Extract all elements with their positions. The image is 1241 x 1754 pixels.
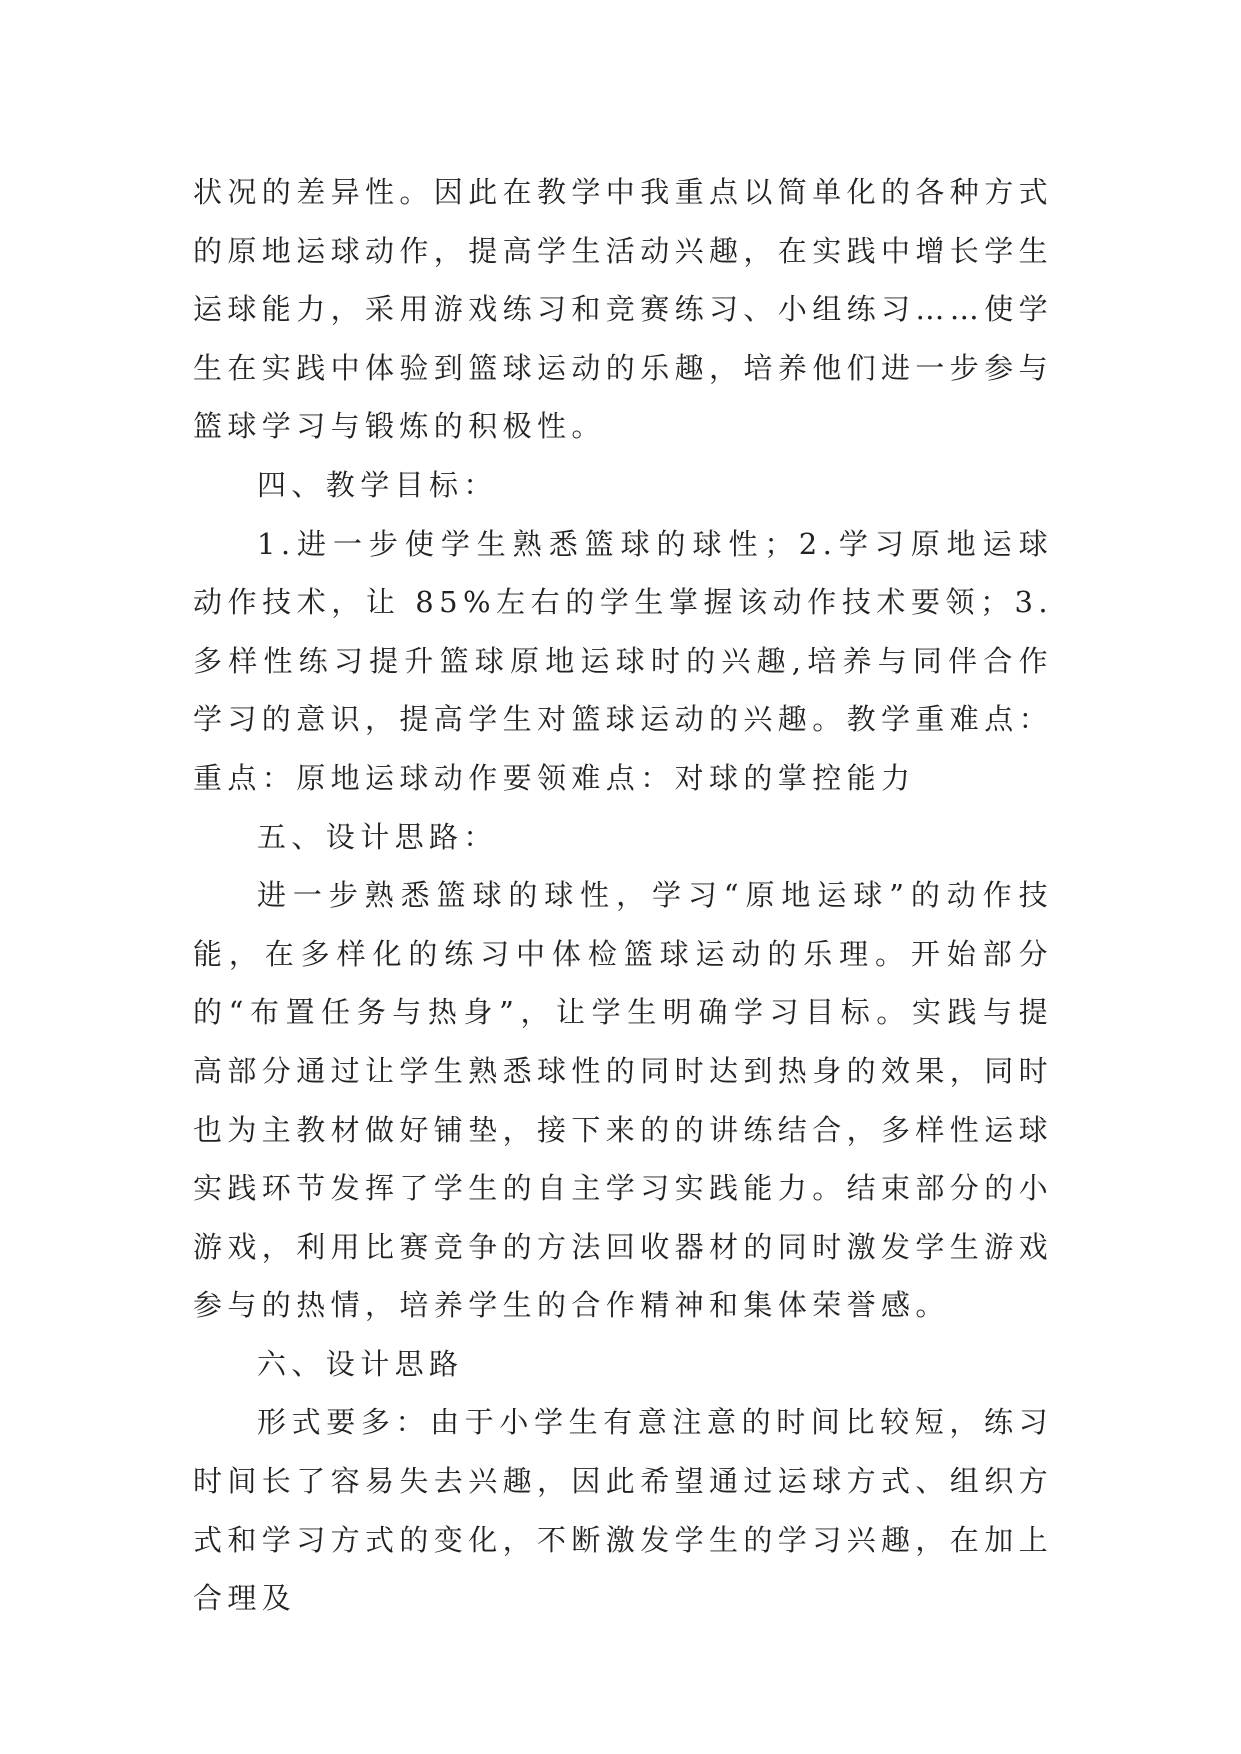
section-heading-design-5: 五、设计思路： xyxy=(257,819,498,854)
section-heading-design-6: 六、设计思路 xyxy=(257,1346,464,1381)
paragraph-design-5: 进一步熟悉篮球的球性，学习“原地运球”的动作技能，在多样化的练习中体检篮球运动的乐理。开始部分的“布置任务与热身”，让学生明确学习目标。实践与提高部分通过让学生熟悉球性的同时达到热身的效果，同时也为主教材做好铺垫，接下来的的讲练结合，多样性运球实践环节发挥了学生的自主学习实践能力。结束部分的小游戏，利用比赛竞争的方法回收器材的同时激发学生游戏参与的热情，培养学生的合作精神和集体荣誉感。 xyxy=(193,878,1054,1323)
paragraph-objectives: 1.进一步使学生熟悉篮球的球性；2.学习原地运球动作技术，让 85%左右的学生掌握该动作技术要领；3.多样性练习提升篮球原地运球时的兴趣,培养与同伴合作学习的意识，提高学生对篮球运动的兴趣。教学重难点：重点：原地运球动作要领难点：对球的掌控能力 xyxy=(193,526,1054,795)
document-body xyxy=(193,163,1053,1628)
section-heading-objectives: 四、教学目标： xyxy=(257,467,498,502)
paragraph-continuation: 状况的差异性。因此在教学中我重点以简单化的各种方式的原地运球动作，提高学生活动兴趣，在实践中增长学生运球能力，采用游戏练习和竞赛练习、小组练习……使学生在实践中体验到篮球运动的乐趣，培养他们进一步参与篮球学习与锻炼的积极性。 xyxy=(193,175,1054,444)
paragraph-design-6: 形式要多：由于小学生有意注意的时间比较短，练习时间长了容易失去兴趣，因此希望通过运球方式、组织方式和学习方式的变化，不断激发学生的学习兴趣，在加上合理及 xyxy=(193,1405,1054,1616)
